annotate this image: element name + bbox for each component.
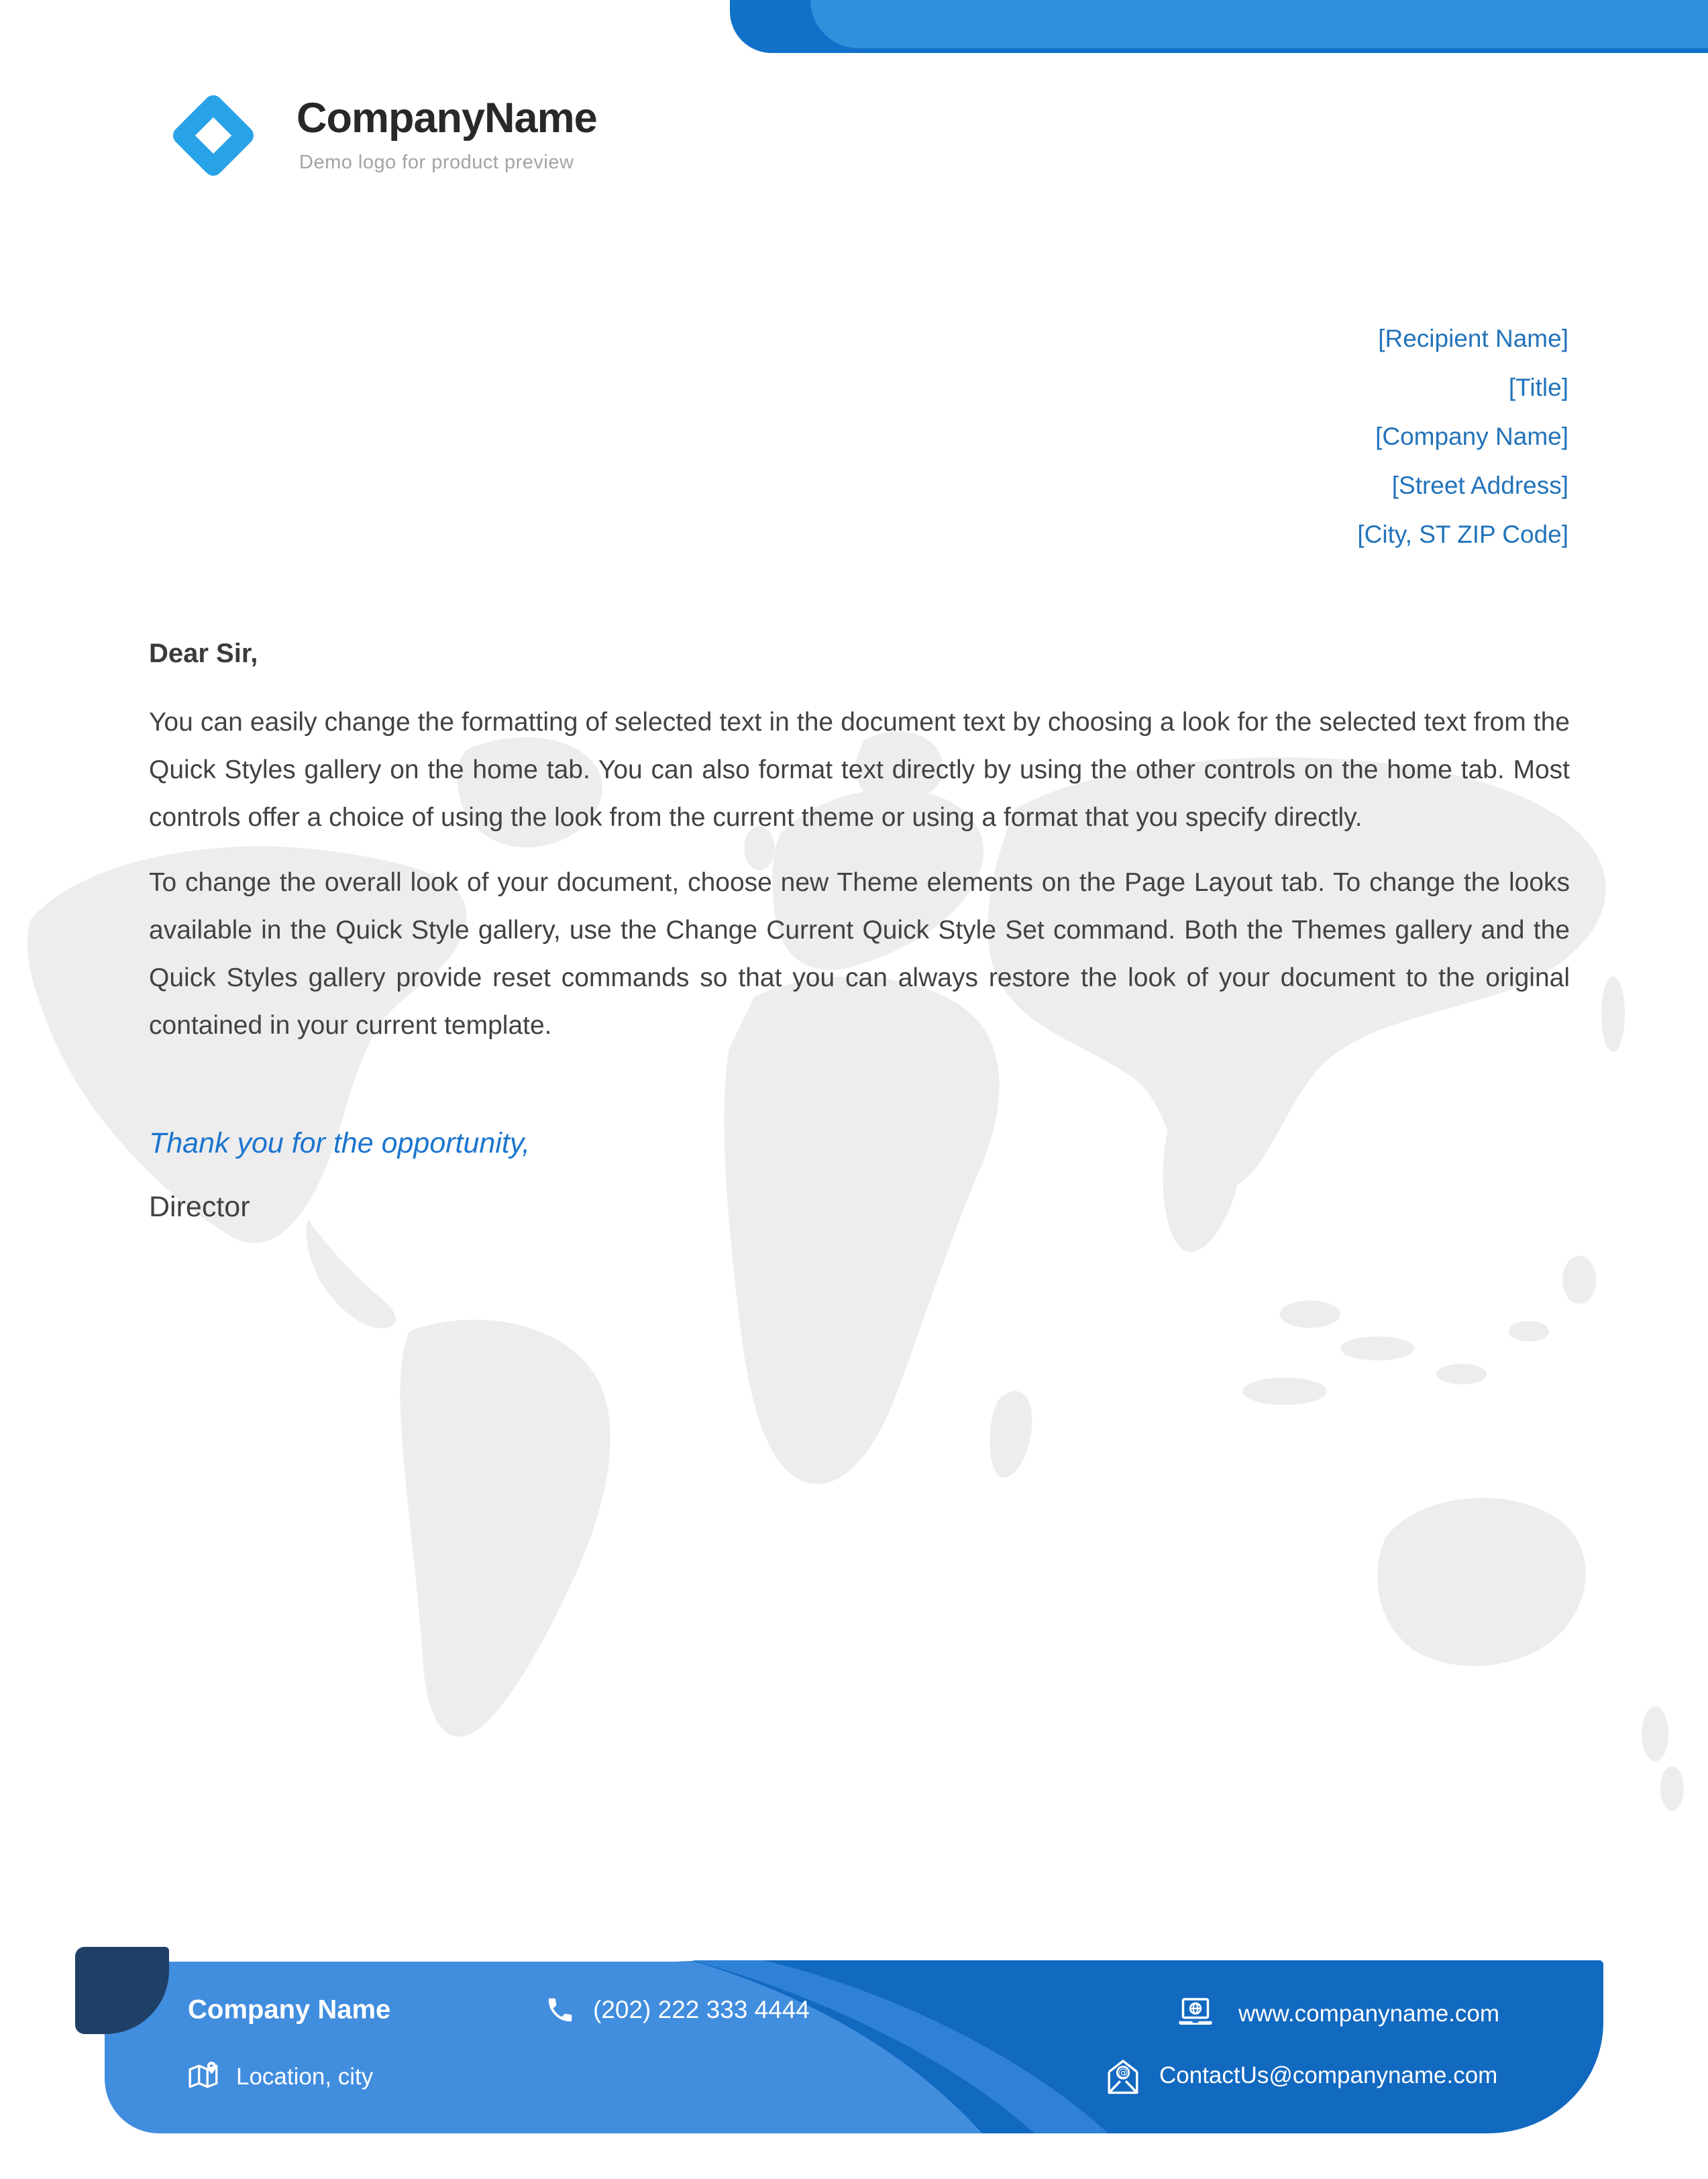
website-laptop-icon [1174,1997,1217,2031]
footer-location: Location, city [236,2064,374,2090]
recipient-line: [Recipient Name] [1378,325,1568,352]
paragraph-1: You can easily change the formatting of selected text in the document text by choosing a look for the selected text from the Quick Styles gallery on the home tab. You can also format text directly by using the other controls on the home tab. Most controls offer a choice of using the look from the current theme or using a format that you specify directly. [149,708,1570,832]
letter-body [149,639,1570,1224]
email-envelope-icon [1104,2056,1142,2096]
company-logo-icon [160,82,267,189]
signature-title: Director [149,1191,250,1223]
closing-line: Thank you for the opportunity, [149,1127,531,1159]
footer-company-name: Company Name [188,1995,391,2025]
footer-email-item [1104,2056,1497,2096]
brand-tagline: Demo logo for product preview [299,152,574,173]
brand-name: CompanyName [297,95,597,142]
footer-website-item [1174,1997,1499,2031]
footer-phone: (202) 222 333 4444 [593,1996,810,2023]
top-bar-light-stripe [810,0,1708,48]
footer [102,1960,1603,2136]
phone-icon [545,1995,576,2025]
footer-background [102,1960,1603,2136]
svg-text:@: @ [1118,2066,1128,2079]
footer-phone-item [545,1995,810,2025]
footer-location-item [186,2060,373,2094]
greeting: Dear Sir, [149,639,258,668]
map-location-icon [186,2060,221,2094]
recipient-block [1357,314,1568,559]
recipient-line: [Street Address] [1391,472,1568,499]
recipient-line: [City, ST ZIP Code] [1357,521,1568,548]
recipient-line: [Title] [1508,374,1568,401]
recipient-line: [Company Name] [1375,423,1568,450]
footer-website: www.companyname.com [1238,2001,1500,2027]
paragraph-2: To change the overall look of your document, choose new Theme elements on the Page Layout tab. To change the looks available in the Quick Style gallery, use the Change Current Quick Style Set command. Both the Themes gallery and the Quick Styles gallery provide reset commands so that you can always restore the look of your document to the original contained in your current template. [149,868,1570,1040]
footer-email: ContactUs@companyname.com [1159,2062,1498,2088]
